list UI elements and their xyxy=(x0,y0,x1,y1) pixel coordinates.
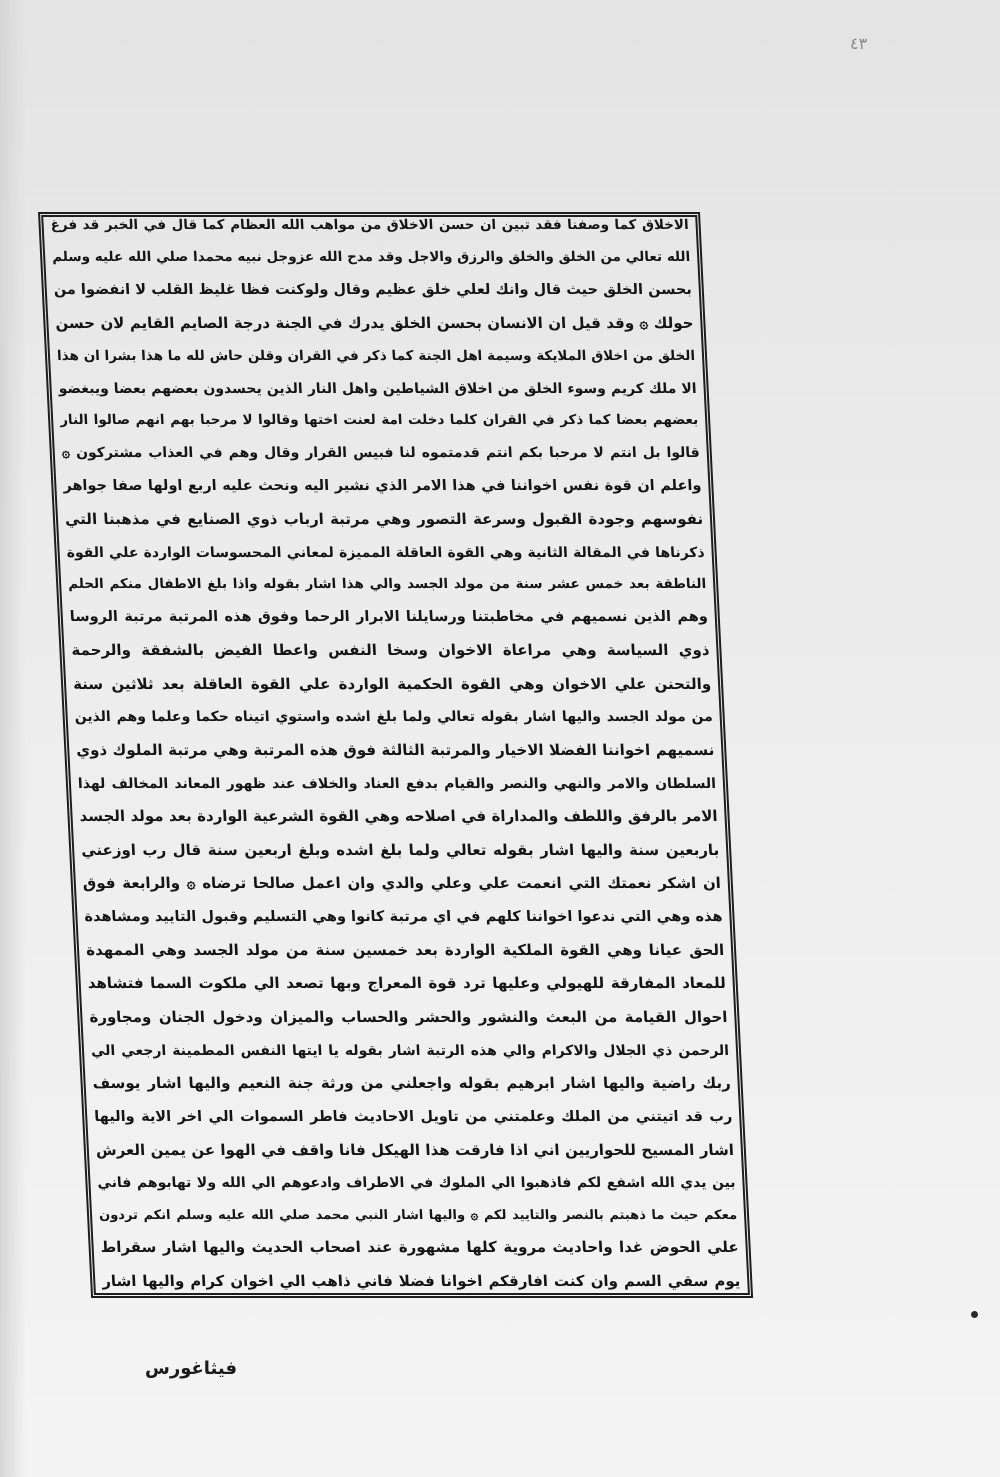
text-line: ذوي السياسة وهي مراعاة الاخوان وسخا النفس واعطا الفيض بالشفقة والرحمة xyxy=(70,641,710,660)
text-line: الاخلاق كما وصفنا فقد تبين ان حسن الاخلاق من مواهب الله العظام كما قال في الخبر قد فرغ xyxy=(50,217,690,233)
text-frame xyxy=(38,212,753,1298)
text-line: باربعين سنة واليها اشار بقوله تعالي ولما بلغ اشده وبلغ اربعين سنة قال رب اوزعني xyxy=(80,840,720,859)
text-line: السلطان والامر والنهي والنصر والقيام بدفع العناد والخلاف عند ظهور المعاند المخالف لهذا xyxy=(77,775,717,792)
text-line: للمعاد المفارقة للهيولي وعليها ترد قوة المعراج وبها تصعد الي ملكوت السما فتشاهد xyxy=(87,974,727,993)
text-line: رب قد اتيتني من الملك وعلمتني من تاويل الاحاديث فاطر السموات الي اخر الاية واليها xyxy=(93,1108,733,1125)
text-line: نسميهم اخواننا الفضلا الاخيار والمرتبة الثالثة فوق هذه المرتبة وهي مرتبة الملوك ذوي xyxy=(75,741,715,759)
text-line: الخلق من اخلاق الملايكة وسيمة اهل الجنة كما ذكر في القران وقلن حاش لله ما هذا بشرا ان هذا xyxy=(56,347,696,364)
text-line: من مولد الجسد واليها اشار بقوله تعالي ولما بلغ اشده واستوي اتيناه حكما وعلما وهم الذين xyxy=(74,709,714,726)
text-line: اشار المسيح للحواريين اني اذا فارقت هذا الهيكل فانا واقف في الهوا عن يمين العرش xyxy=(95,1140,735,1159)
text-line: هذه وهي التي ندعوا اخواننا كلهم في اي مرتبة كانوا وهي التسليم وقبول التاييد ومشاهدة xyxy=(84,908,723,925)
text-line: الله تعالي من الخلق والخلق والرزق والاجل وقد مدح الله عزوجل نبيه محمدا صلي الله عليه وسلم xyxy=(51,249,691,266)
text-line: نفوسهم وجودة القبول وسرعة التصور وهي مرتبة ارباب ذوي الصنايع في مذهبنا التي xyxy=(64,510,704,529)
text-line: والتحنن علي الاخوان وهي القوة الحكمية الواردة علي القوة العاقلة بعد ثلاثين سنة xyxy=(72,674,712,693)
text-line: حولك ۞ وقد قيل ان الانسان بحسن الخلق يدرك في الجنة درجة الصايم القايم لان حسن xyxy=(54,314,694,333)
text-line: علي الحوض غدا واحاديث مروية كلها مشهورة عند اصحاب الحديث واليها اشار سقراط xyxy=(100,1238,740,1257)
text-line: الرحمن ذي الجلال والاكرام والي هذه الرتبة اشار بقوله يا ايتها النفس المطمينة ارجعي الي xyxy=(90,1042,730,1059)
catchword: فيثاغورس xyxy=(145,1358,238,1379)
text-line: وهم الذين نسميهم في مخاطبتنا ورسايلنا الابرار الرحما وفوق هذه المرتبة مرتبة الروسا xyxy=(69,609,709,626)
text-line: الامر بالرفق واللطف والمداراة في اصلاحه وهي القوة الشرعية الواردة بعد مولد الجسد xyxy=(79,807,718,826)
text-line: يوم سقي السم وان كنت افارقكم اخوانا فضلا فاني ذاهب الي اخوان كرام واليها اشار xyxy=(101,1272,741,1290)
text-line: واعلم ان قوة نفس اخواننا في هذا الامر الذي نشير اليه ونحث عليه اربع اولها صفا جواهر xyxy=(63,478,702,494)
text-line: الناطقة بعد خمس عشر سنة من مولد الجسد والي هذا اشار بقوله واذا بلغ الاطفال منكم الحلم xyxy=(67,576,707,593)
text-line: معكم حيث ما ذهبتم بالنصر والتاييد لكم ۞ واليها اشار النبي محمد صلي الله عليه وسلم انكم تردون xyxy=(98,1207,738,1223)
text-line: الحق عيانا وهي القوة الملكية الواردة بعد خمسين سنة من مولد الجسد وهي الممهدة xyxy=(85,940,725,959)
folio-number: ٤٣ xyxy=(850,34,868,53)
text-line: بين يدي الله اشفع لكم فاذهبوا الي الملوك في الاطراف وادعوهم الي الله ولا تهابوهم فاني xyxy=(97,1175,736,1192)
text-line: بعضهم بعضا كما ذكر في القران كلما دخلت امة لعنت اختها وقالوا لا مرحبا بهم انهم صالوا النار xyxy=(59,412,699,429)
text-line: ان اشكر نعمتك التي انعمت علي وعلي والدي وان اعمل صالحا ترضاه ۞ والرابعة فوق xyxy=(82,874,722,893)
page-edge-shadow xyxy=(0,0,26,1477)
text-line: احوال القيامة من البعث والنشور والحشر والحساب والميزان ودخول الجنان ومجاورة xyxy=(88,1008,728,1026)
text-line: بحسن الخلق حيث قال وانك لعلي خلق عظيم وقال ولوكنت فظا غليظ القلب لا انفضوا من xyxy=(53,282,693,299)
text-line: الا ملك كريم وسوء الخلق من اخلاق الشياطين واهل النار الذين يحسدون بعضهم بعضا ويبغضو xyxy=(58,380,698,397)
text-line: ربك راضية واليها اشار ابرهيم بقوله واجعلني من ورثة جنة النعيم واليها اشار يوسف xyxy=(92,1074,732,1093)
text-line: قالوا بل انتم لا مرحبا بكم انتم قدمتموه لنا فبيس القرار وقال وهم في العذاب مشتركون ۞ xyxy=(61,445,701,462)
text-line: ذكرناها في المقالة الثانية وهي القوة العاقلة المميزة لمعاني المحسوسات الواردة علي القوة xyxy=(66,544,706,561)
ink-spot xyxy=(971,1311,978,1318)
